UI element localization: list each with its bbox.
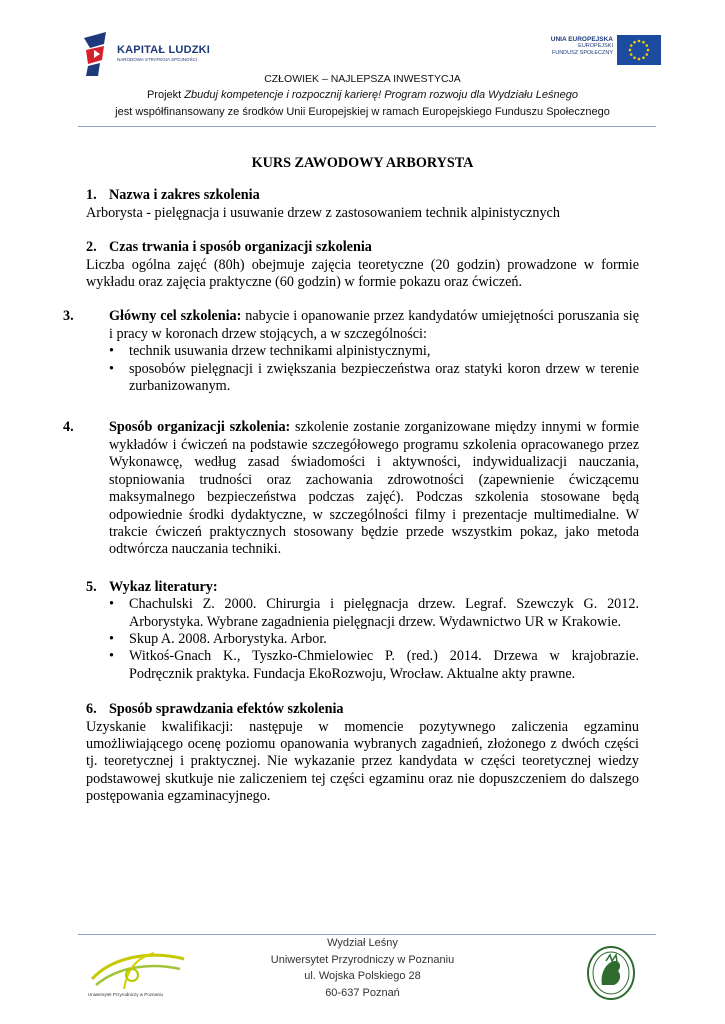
- section-2-heading: [86, 239, 639, 256]
- section-6-text: Uzyskanie kwalifikacji: następuje w momencie pozytywnego zaliczenia egzaminu umożliwiającego ocenę poziomu opanowania wybranych zagadnień, złożonego z dwóch części tj. teoretycznej i praktycznej. Nie wykazanie przez kandydata w części teoretycznej wiedzy podstawowej skutkuje nie zaliczeniem tej części egzaminu oraz nie dopuszczeniem do dalszego postępowania egzaminacyjnego.: [86, 718, 639, 805]
- footer-line-1: Wydział Leśny: [327, 937, 398, 949]
- section-2: [86, 239, 639, 291]
- section-3-number: 3.: [63, 308, 74, 325]
- eu-line-1: UNIA EUROPEJSKA: [550, 36, 613, 43]
- header-divider: [78, 126, 656, 127]
- list-item: [109, 648, 639, 683]
- document-title: KURS ZAWODOWY ARBORYSTA: [251, 155, 474, 171]
- section-4-number: 4.: [63, 419, 74, 436]
- section-6-heading-text: Sposób sprawdzania efektów szkolenia: [109, 701, 344, 718]
- section-6-heading: [86, 701, 639, 718]
- eu-flag-icon: [617, 35, 661, 65]
- list-item-text: Skup A. 2008. Arborystyka. Arbor.: [129, 630, 327, 647]
- section-1: [86, 187, 639, 222]
- university-logo-caption: Uniwersytet Przyrodniczy w Poznaniu: [88, 992, 164, 997]
- section-3: [63, 308, 640, 395]
- section-3-list: [86, 343, 639, 395]
- list-item-text: Chachulski Z. 2000. Chirurgia i pielęgnacja drzew. Legraf. Szewczyk G. 2012. Arborystyka. Wybrane zagadnienia pielęgnacji drzew. Wydawnictwo UR w Krakowie.: [129, 596, 639, 630]
- section-3-text: nabycie i opanowanie przez kandydatów umiejętności poruszania się i pracy w koronach drzew stojących, a w szczególności:: [109, 308, 640, 342]
- bullet-icon: •: [109, 343, 114, 360]
- section-2-text: Liczba ogólna zajęć (80h) obejmuje zajęcia teoretyczne (20 godzin) prowadzone w formie wykładu oraz zajęcia praktyczne (60 godzin) w formie pokazu oraz ćwiczeń.: [86, 256, 639, 291]
- list-item: [109, 596, 639, 631]
- list-item-text: Witkoś-Gnach K., Tyszko-Chmielowiec P. (red.) 2014. Drzewa w krajobrazie. Podręcznik praktyka. Fundacja EkoRozwoju, Wrocław. Aktualne akty prawne.: [129, 648, 639, 682]
- eu-line-3: FUNDUSZ SPOŁECZNY: [551, 50, 613, 56]
- header-project: [0, 89, 725, 101]
- section-4-heading-text: Sposób organizacji szkolenia:: [109, 419, 291, 436]
- section-1-heading: [86, 187, 639, 204]
- header-funding: jest współfinansowany ze środków Unii Europejskiej w ramach Europejskiego Funduszu Społecznego: [115, 106, 610, 118]
- list-item-text: technik usuwania drzew technikami alpinistycznymi,: [129, 343, 431, 360]
- bullet-icon: •: [109, 648, 114, 665]
- section-3-lead: [63, 308, 640, 343]
- section-4-text: szkolenie zostanie zorganizowane między innymi w formie wykładów i ćwiczeń na podstawie szczegółowego programu szkolenia opracowanego przez Wykonawcę, według zasad świadomości i aktywności, indywidualizacji nauczania, stopniowania trudności oraz zachowania zdrowotności (zapewnienie ćwiczącemu maksymalnego bezpieczeństwa podczas zajęć). Podczas szkolenia stosowane będą odpowiednie środki dydaktyczne, w szczególności filmy i prezentacje multimedialne. W trakcie ćwiczeń praktycznych stosowany będzie przede wszystkim pokaz, jako metoda odtwórcza nauczania techniki.: [109, 419, 639, 558]
- header-project-title: Zbuduj kompetencje i rozpocznij karierę! Program rozwoju dla Wydziału Leśnego: [184, 89, 579, 101]
- list-item: [109, 631, 639, 648]
- section-5-number: 5.: [86, 578, 97, 595]
- eu-text-block: [551, 36, 613, 57]
- list-item: [109, 361, 639, 396]
- footer-line-2: Uniwersytet Przyrodniczy w Poznaniu: [270, 953, 455, 966]
- list-item: [109, 343, 639, 360]
- bullet-icon: •: [109, 596, 114, 613]
- header-slogan: CZŁOWIEK – NAJLEPSZA INWESTYCJA: [264, 73, 461, 85]
- eu-line-2: EUROPEJSKI: [578, 43, 613, 49]
- section-1-number: 1.: [86, 187, 97, 204]
- section-6: [86, 701, 639, 805]
- section-5-list: [86, 596, 639, 683]
- footer-line-4: 60-637 Poznań: [325, 986, 400, 999]
- section-2-number: 2.: [86, 239, 97, 256]
- header-project-prefix: Projekt: [146, 89, 185, 101]
- faculty-seal-icon: [586, 945, 636, 1001]
- section-2-heading-text: Czas trwania i sposób organizacji szkolenia: [109, 239, 372, 256]
- section-4: [63, 419, 639, 558]
- section-5-heading: [86, 579, 639, 596]
- kapital-ludzki-subtitle: NARODOWA STRATEGIA SPÓJNOŚCI: [117, 57, 198, 62]
- section-5-heading-text: Wykaz literatury:: [109, 578, 218, 595]
- section-1-heading-text: Nazwa i zakres szkolenia: [109, 187, 260, 204]
- section-4-paragraph: [63, 419, 639, 558]
- bullet-icon: •: [109, 360, 114, 377]
- footer-line-3: ul. Wojska Polskiego 28: [304, 970, 421, 982]
- list-item-text: sposobów pielęgnacji i zwiększania bezpieczeństwa oraz statyki koron drzew w terenie zurbanizowanym.: [129, 360, 639, 395]
- kapital-ludzki-title: KAPITAŁ LUDZKI: [117, 44, 211, 56]
- document-body: [63, 155, 640, 823]
- section-6-number: 6.: [86, 701, 97, 718]
- bullet-icon: •: [109, 630, 114, 647]
- section-1-text: Arborysta - pielęgnacja i usuwanie drzew z zastosowaniem technik alpinistycznych: [86, 204, 560, 221]
- section-5: [86, 579, 639, 683]
- section-3-heading-text: Główny cel szkolenia:: [109, 308, 242, 325]
